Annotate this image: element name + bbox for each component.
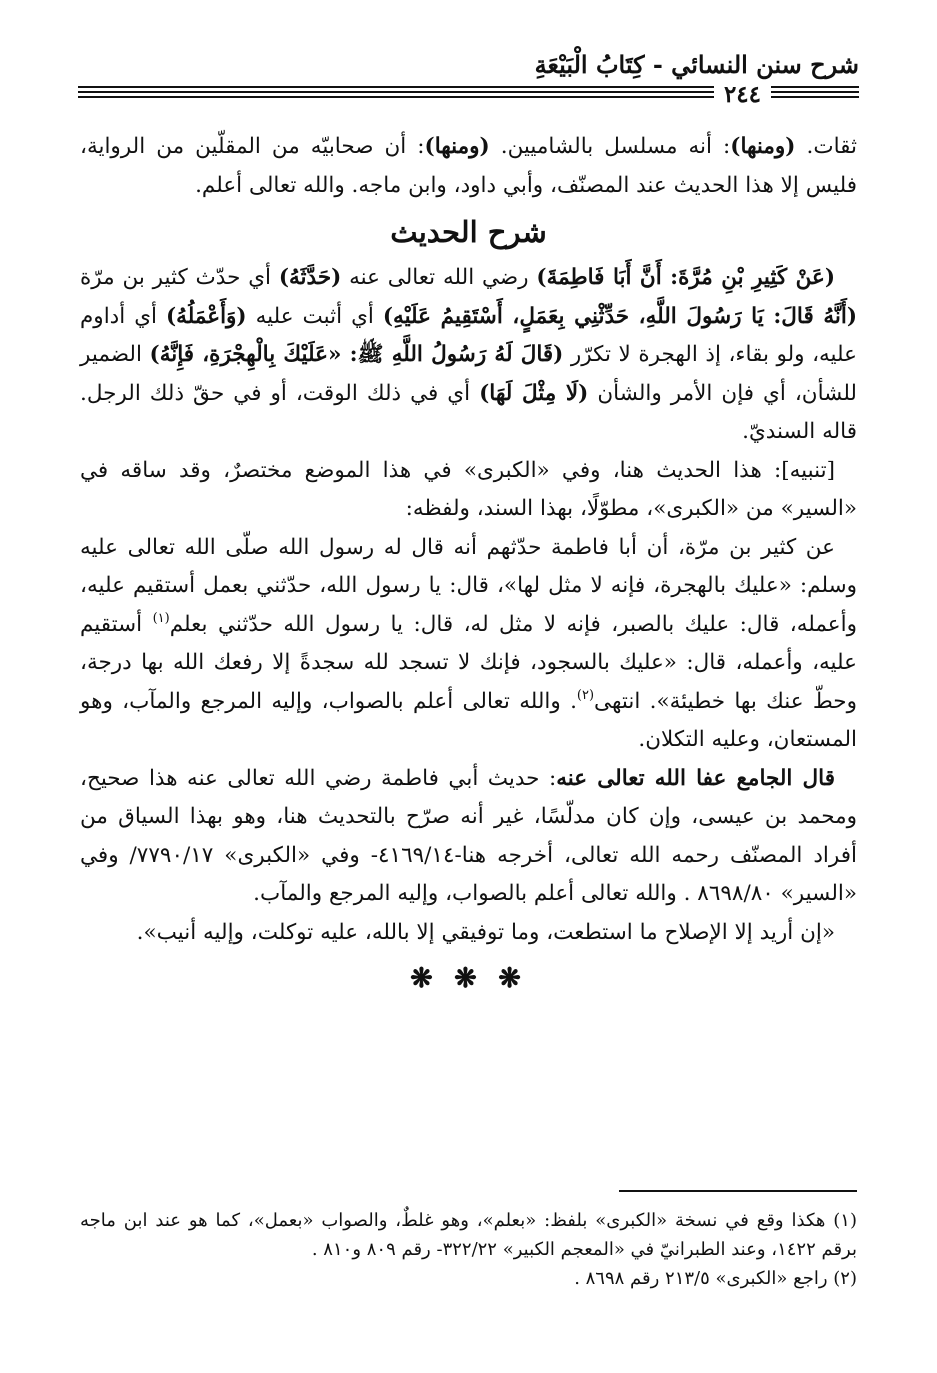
section-heading: شرح الحديث	[390, 215, 547, 249]
commentary-paragraph	[80, 259, 857, 452]
compiler-paragraph	[80, 760, 857, 914]
footnote-2: (٢) راجع «الكبرى» ٢١٣/٥ رقم ٨٦٩٨ .	[574, 1268, 857, 1289]
quoted-hadith-text-2: أستقيم عليه، وأعمله، قال: «عليك بالسجود، فإنك لا تسجد لله سجدةً إلا رفعك الله بها درجة، وحطّ عنك بها خطيئة». انتهى	[80, 611, 857, 714]
footnote-rule	[619, 1190, 857, 1192]
footnote-1: (١) هكذا وقع في نسخة «الكبرى» بلفظ: «بعلم»، وهو غلطٌ، والصواب «بعمل»، كما هو عند ابن ماجه برقم ١٤٢٢، وعند الطبرانيّ في «المعجم الكبير» ٣٢٢/٢٢- رقم ٨٠٩ و٨١٠ .	[80, 1210, 857, 1260]
hadith-quote-1: (عَنْ كَثِيرِ بْنِ مُرَّةَ: أَنَّ أَبَا فَاطِمَةَ)	[536, 265, 835, 290]
compiler-lead: قال الجامع عفا الله تعالى عنه	[556, 765, 835, 791]
footnotes	[80, 1206, 857, 1293]
running-title: شرح سنن النسائي - كِتَابُ الْبَيْعَةِ	[534, 50, 859, 79]
commentary-text-6: أي في ذلك الوقت، أو في حقّ ذلك الرجل. قاله السنديّ.	[80, 380, 857, 444]
commentary-text-4: أي أداوم عليه، ولو بقاء، إذ الهجرة لا تكرّر	[80, 303, 857, 367]
quoted-hadith-text-3: . والله تعالى أعلم بالصواب، وإليه المرجع والمآب، وهو المستعان، وعليه التكلان.	[80, 688, 857, 752]
page-number: ٢٤٤	[714, 82, 771, 108]
intro-text-3: : أن صحابيّه من المقلّين من الرواية، فليس إلا هذا الحديث عند المصنّف، وأبي داود، وابن ماجه. والله تعالى أعلم.	[80, 134, 857, 198]
hadith-quote-4: (وَأَعْمَلُهُ)	[166, 303, 247, 329]
quoted-hadith-text-1: عن كثير بن مرّة، أن أبا فاطمة حدّثهم أنه قال له رسول الله صلّى الله تعالى عليه وسلم: «عليك بالهجرة، فإنه لا مثل لها»، قال: يا رسول الله، حدّثني بعمل أستقيم عليه، وأعمله، قال: عليك بالصبر، فإنه لا مثل له، قال: يا رسول الله حدّثني بعلم	[80, 534, 857, 637]
intro-bold-2: (ومنها)	[424, 134, 490, 159]
main-text	[80, 128, 857, 1006]
footnote-marker-2[interactable]: (٢)	[576, 687, 595, 703]
tanbih-paragraph: [تنبيه]: هذا الحديث هنا، وفي «الكبرى» في هذا الموضع مختصرٌ، وقد ساقه في «السير» من «الكبرى»، مطوّلًا، بهذا السند، ولفظه:	[80, 457, 857, 521]
hadith-quote-3: (أَنَّهُ قَالَ: يَا رَسُولَ اللَّهِ، حَدِّثْنِي بِعَمَلٍ، أَسْتَقِيمُ عَلَيْهِ)	[382, 303, 858, 329]
commentary-text-3: أي أثبت عليه	[246, 303, 383, 329]
compiler-text: : حديث أبي فاطمة رضي الله تعالى عنه هذا صحيح، ومحمد بن عيسى، وإن كان مدلّسًا، غير أنه صرّح بالتحديث هنا، وهو بهذا السياق من أفراد المصنّف رحمه الله تعالى، أخرجه هنا-٤١٦٩/١٤- وفي «الكبرى» ٧٧٩٠/١٧/ وفي «السير» ٨٦٩٨/٨٠ . والله تعالى أعلم بالصواب، وإليه المرجع والمآب.	[80, 765, 857, 906]
commentary-text-5: الضمير للشأن، أي فإن الأمر والشأن	[80, 342, 857, 406]
footnote-marker-1[interactable]: (١)	[152, 610, 170, 626]
section-separator: ❋ ❋ ❋	[410, 963, 527, 994]
intro-text-2: : أنه مسلسل بالشاميين.	[489, 134, 731, 159]
intro-bold-1: (ومنها)	[730, 134, 796, 159]
hadith-quote-5: (قَالَ لَهُ رَسُولُ اللَّهِ ﷺ: «عَلَيْكَ بِالْهِجْرَةِ، فَإِنَّهُ)	[149, 342, 564, 367]
closing-quote: «إن أريد إلا الإصلاح ما استطعت، وما توفيقي إلا بالله، عليه توكلت، وإليه أنيب».	[136, 919, 835, 945]
intro-text-1: ثقات.	[795, 134, 857, 159]
hadith-quote-2: (حَدَّثَهُ)	[278, 265, 342, 290]
commentary-text-1: رضي الله تعالى عنه	[341, 265, 537, 290]
hadith-quote-6: (لَا مِثْلَ لَهَا)	[479, 380, 589, 406]
commentary-text-2: أي حدّث كثير بن مرّة	[80, 265, 279, 290]
quoted-hadith-paragraph	[80, 529, 857, 760]
intro-paragraph	[80, 128, 857, 205]
